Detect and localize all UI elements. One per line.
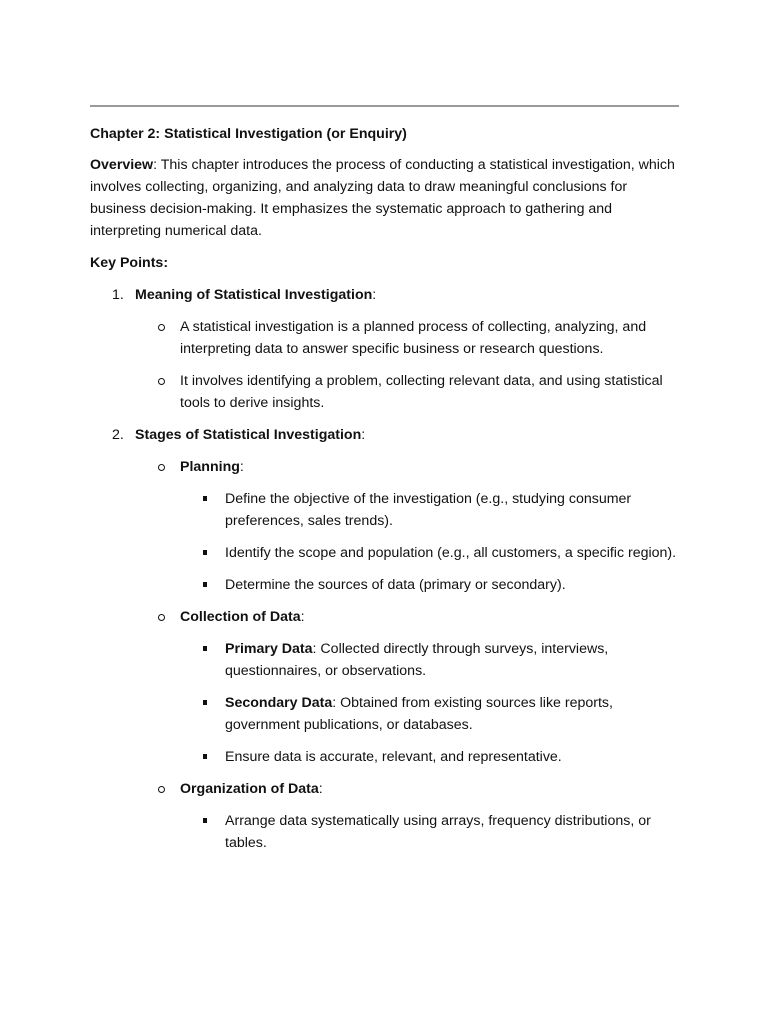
stage-item (180, 746, 680, 768)
square-bullet-icon (203, 700, 207, 705)
square-bullet-icon (203, 754, 207, 759)
header-rule (90, 105, 679, 107)
point-1-suffix: : (372, 287, 377, 303)
chapter-title: Chapter 2: Statistical Investigation (or Enquiry) (90, 126, 407, 142)
stages-list (135, 456, 680, 854)
point-1-bullet (135, 370, 680, 414)
stage-collection (135, 606, 680, 768)
stage-heading: Planning (180, 459, 240, 475)
stage-planning (135, 456, 680, 596)
square-bullet-icon (203, 550, 207, 555)
point-2 (90, 424, 680, 854)
stage-item (180, 810, 680, 854)
circle-bullet-icon (158, 614, 165, 621)
stage-items (180, 810, 680, 854)
overview-label: Overview (90, 157, 154, 173)
stage-item-text: : Collected directly through surveys, interviews, questionnaires, or observations. (225, 641, 609, 679)
stage-item-text: Ensure data is accurate, relevant, and representative. (225, 749, 562, 765)
circle-bullet-icon (158, 378, 165, 385)
square-bullet-icon (203, 582, 207, 587)
square-bullet-icon (203, 496, 207, 501)
stage-item (180, 638, 680, 682)
point-1-bullet (135, 316, 680, 360)
stage-suffix: : (318, 781, 323, 797)
overview-paragraph (90, 154, 680, 242)
circle-bullet-icon (158, 324, 165, 331)
point-2-suffix: : (361, 427, 366, 443)
key-points-heading: Key Points: (90, 255, 169, 271)
stage-item-text: Arrange data systematically using arrays, frequency distributions, or tables. (225, 813, 651, 851)
stage-item (180, 692, 680, 736)
point-1-bullet-text: A statistical investigation is a planned process of collecting, analyzing, and interpreting data to answer specific business or research questions. (180, 319, 647, 357)
stage-item-bold: Primary Data (225, 641, 313, 657)
stage-suffix: : (239, 459, 244, 475)
point-2-heading: Stages of Statistical Investigation (135, 427, 362, 443)
overview-text: : This chapter introduces the process of conducting a statistical investigation, which involves collecting, organizing, and analyzing data to draw meaningful conclusions for business decision-making. It emphasizes the systematic approach to gathering and interpreting numerical data. (90, 157, 675, 239)
point-1-bullets (135, 316, 680, 414)
stage-items (180, 638, 680, 768)
point-1-number: 1. (112, 287, 124, 303)
stage-item-text: Identify the scope and population (e.g., all customers, a specific region). (225, 545, 677, 561)
stage-organization (135, 778, 680, 854)
stage-item-text: Determine the sources of data (primary or secondary). (225, 577, 566, 593)
key-points-list (90, 284, 680, 854)
stage-suffix: : (300, 609, 305, 625)
square-bullet-icon (203, 646, 207, 651)
stage-item-bold: Secondary Data (225, 695, 333, 711)
point-1-heading: Meaning of Statistical Investigation (135, 287, 373, 303)
stage-item (180, 488, 680, 532)
square-bullet-icon (203, 818, 207, 823)
stage-heading: Organization of Data (180, 781, 319, 797)
stage-items (180, 488, 680, 596)
circle-bullet-icon (158, 786, 165, 793)
stage-item-text: : Obtained from existing sources like reports, government publications, or databases. (225, 695, 613, 733)
stage-item (180, 542, 680, 564)
point-1-bullet-text: It involves identifying a problem, collecting relevant data, and using statistical tools to derive insights. (180, 373, 663, 411)
stage-heading: Collection of Data (180, 609, 301, 625)
circle-bullet-icon (158, 464, 165, 471)
point-2-number: 2. (112, 427, 124, 443)
document-body (90, 123, 680, 864)
stage-item (180, 574, 680, 596)
point-1 (90, 284, 680, 414)
stage-item-text: Define the objective of the investigation (e.g., studying consumer preferences, sales trends). (225, 491, 632, 529)
